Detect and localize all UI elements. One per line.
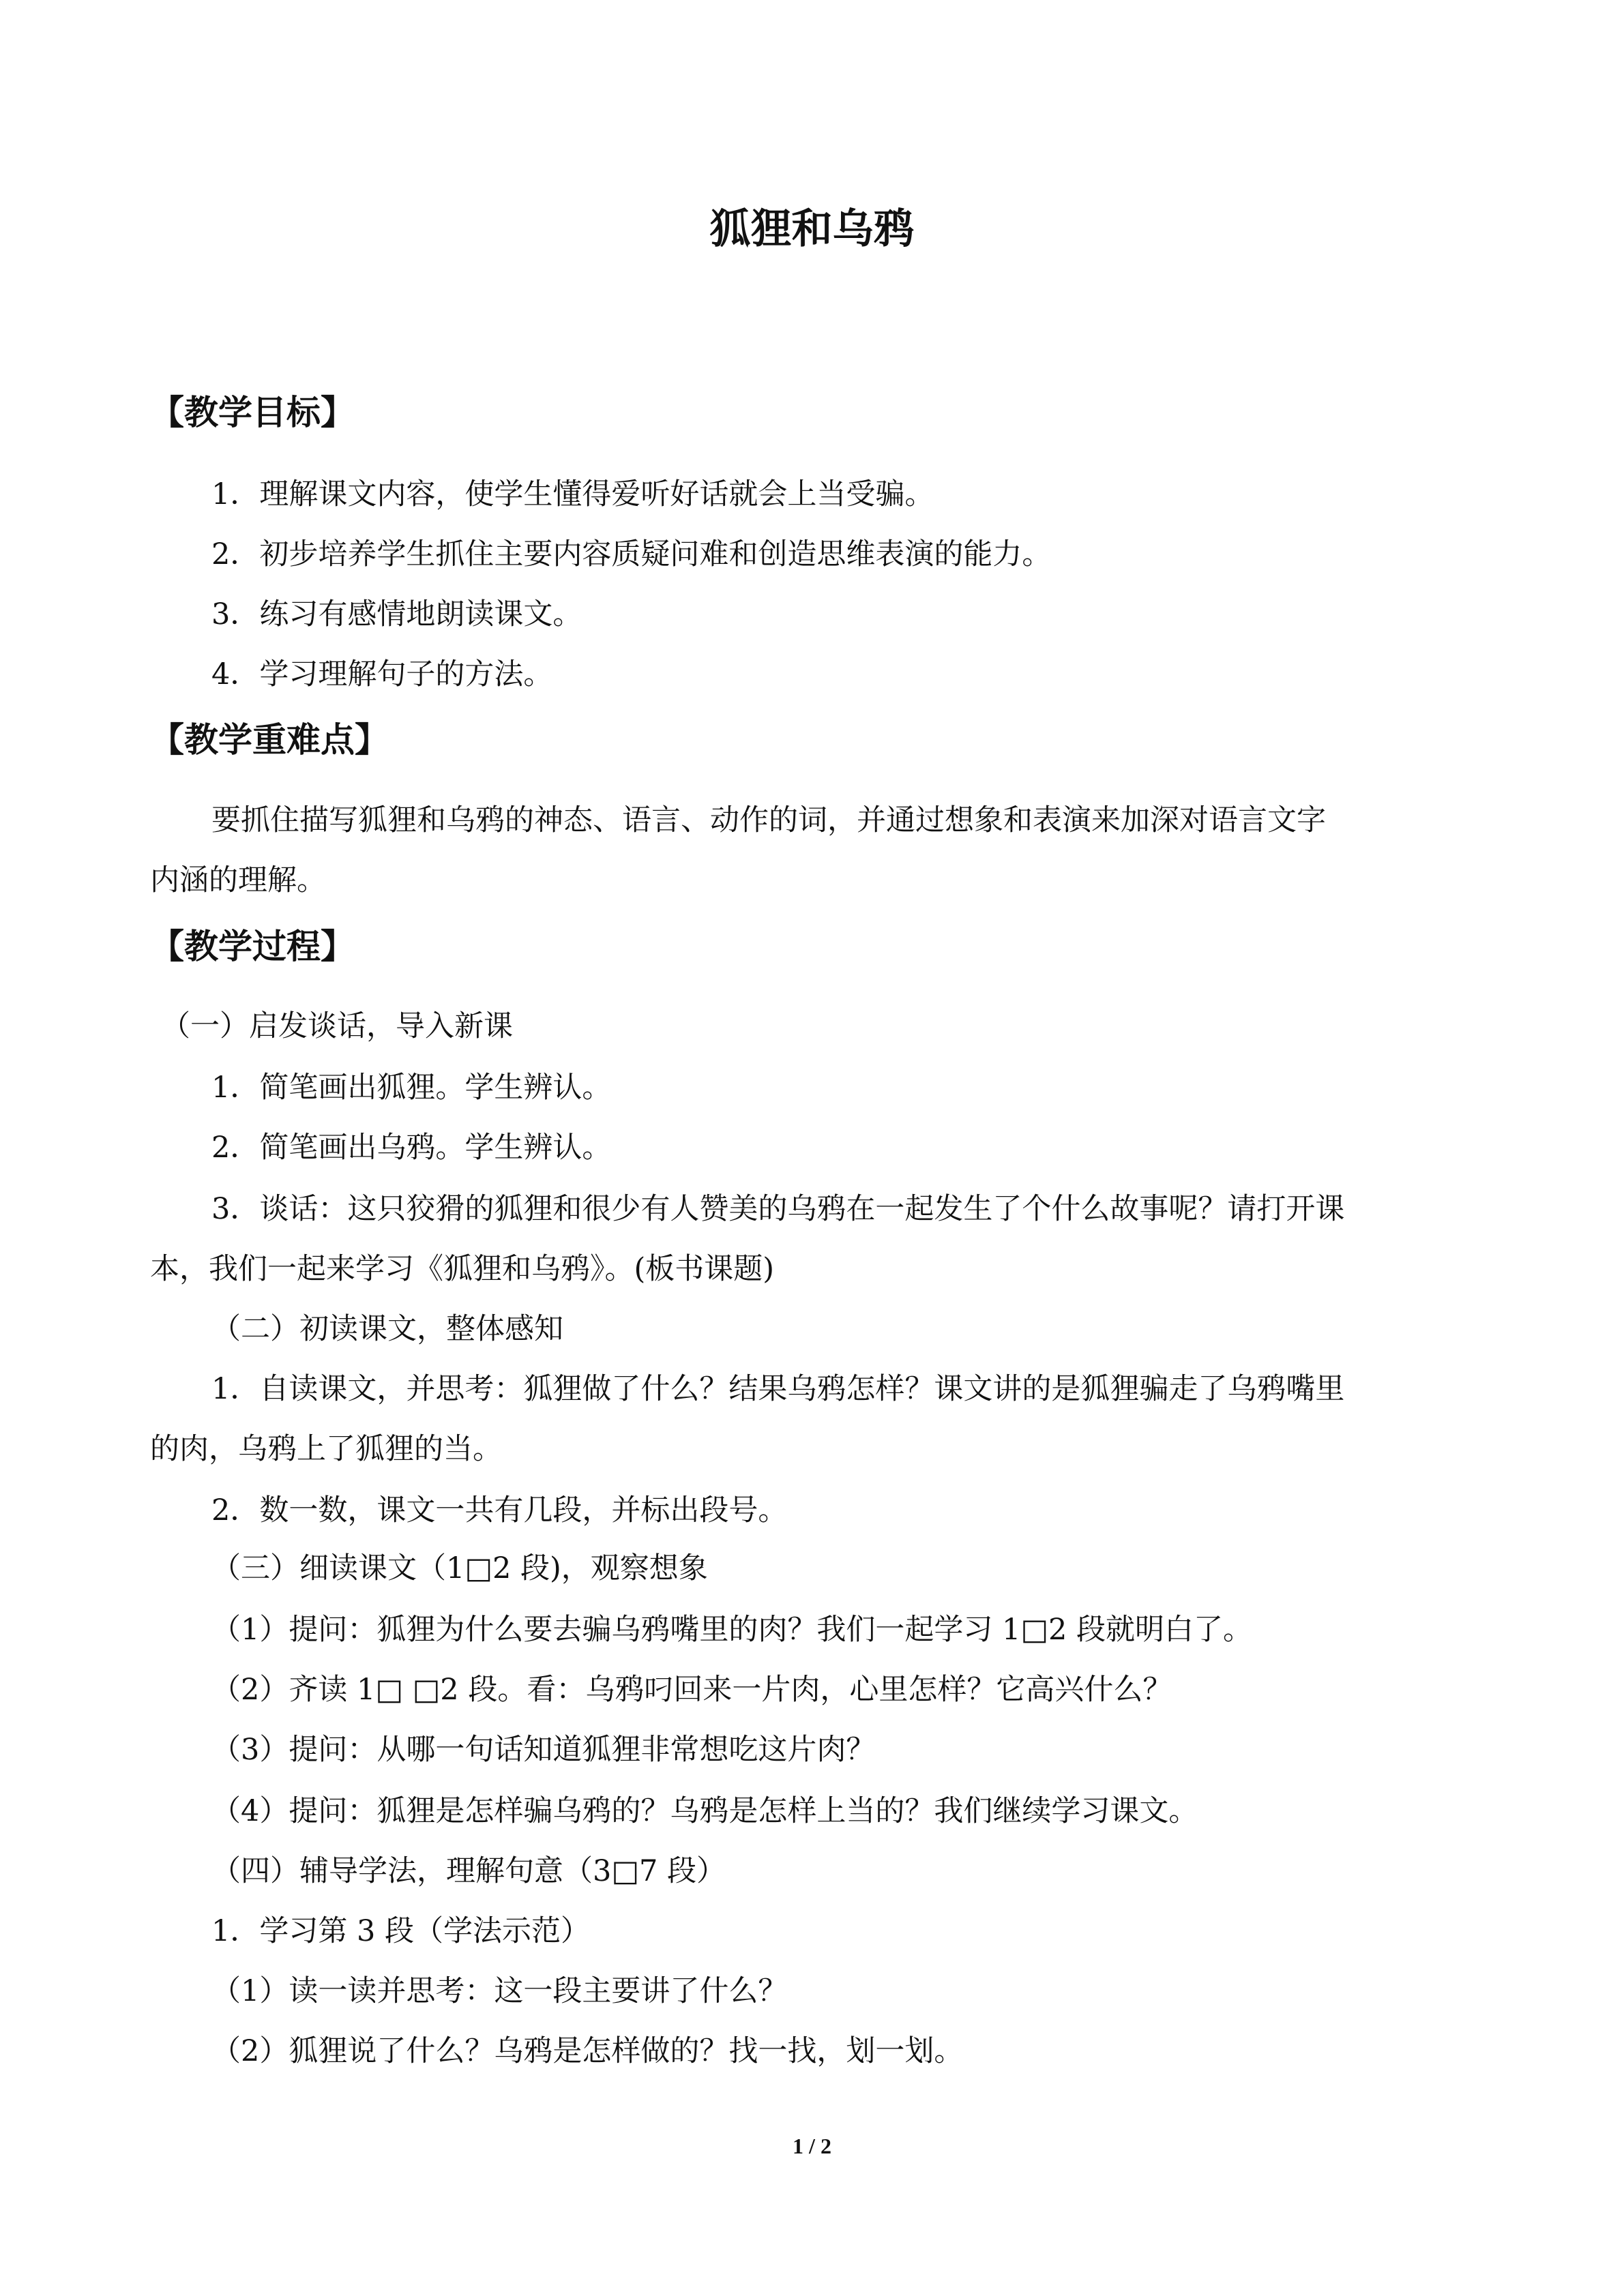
keypoints-text-line1: 要抓住描写狐狸和乌鸦的神态、语言、动作的词，并通过想象和表演来加深对语言文字: [211, 803, 1326, 837]
objective-item: 3．练习有感情地朗读课文。: [211, 597, 582, 631]
document-title: 狐狸和乌鸦: [709, 205, 915, 253]
process-part1-item: 1．简笔画出狐狸。学生辨认。: [211, 1071, 612, 1105]
keypoints-heading: 【教学重难点】: [150, 720, 389, 760]
page-number: 1 / 2: [793, 2134, 831, 2158]
process-part4-question: （2）狐狸说了什么？乌鸦是怎样做的？找一找，划一划。: [211, 2034, 964, 2068]
process-part3-question: （1）提问：狐狸为什么要去骗乌鸦嘴里的肉？我们一起学习 1□2 段就明白了。: [211, 1613, 1253, 1647]
process-part1-item3-line1: 3．谈话：这只狡猾的狐狸和很少有人赞美的乌鸦在一起发生了个什么故事呢？请打开课: [211, 1192, 1345, 1226]
process-part2-item1-line1: 1．自读课文，并思考：狐狸做了什么？结果乌鸦怎样？课文讲的是狐狸骗走了乌鸦嘴里: [211, 1372, 1345, 1406]
process-part1-item: 2．简笔画出乌鸦。学生辨认。: [211, 1131, 612, 1165]
process-part2-title: （二）初读课文，整体感知: [211, 1312, 563, 1346]
process-part2-item1-line2: 的肉，乌鸦上了狐狸的当。: [150, 1432, 502, 1466]
objective-item: 1．理解课文内容，使学生懂得爱听好话就会上当受骗。: [211, 477, 934, 511]
objective-item: 2．初步培养学生抓住主要内容质疑问难和创造思维表演的能力。: [211, 537, 1052, 571]
process-part1-title: （一）启发谈话，导入新课: [161, 1009, 513, 1043]
keypoints-text-line2: 内涵的理解。: [150, 863, 326, 897]
process-part4-item: 1．学习第 3 段（学法示范）: [211, 1914, 591, 1948]
process-part3-question: （2）齐读 1□ □2 段。看：乌鸦叼回来一片肉，心里怎样？它高兴什么？: [211, 1673, 1172, 1707]
process-heading: 【教学过程】: [150, 927, 355, 966]
objectives-heading: 【教学目标】: [150, 393, 355, 432]
objective-item: 4．学习理解句子的方法。: [211, 657, 553, 691]
process-part1-item3-line2: 本，我们一起来学习《狐狸和乌鸦》。(板书课题): [150, 1252, 775, 1286]
process-part4-question: （1）读一读并思考：这一段主要讲了什么？: [211, 1974, 788, 2008]
process-part4-title: （四）辅导学法，理解句意（3□7 段）: [211, 1854, 726, 1888]
process-part3-question: （4）提问：狐狸是怎样骗乌鸦的？乌鸦是怎样上当的？我们继续学习课文。: [211, 1794, 1198, 1828]
process-part3-title: （三）细读课文（1□2 段)，观察想象: [211, 1551, 708, 1585]
process-part2-item: 2．数一数，课文一共有几段，并标出段号。: [211, 1493, 788, 1527]
process-part3-question: （3）提问：从哪一句话知道狐狸非常想吃这片肉？: [211, 1733, 876, 1767]
